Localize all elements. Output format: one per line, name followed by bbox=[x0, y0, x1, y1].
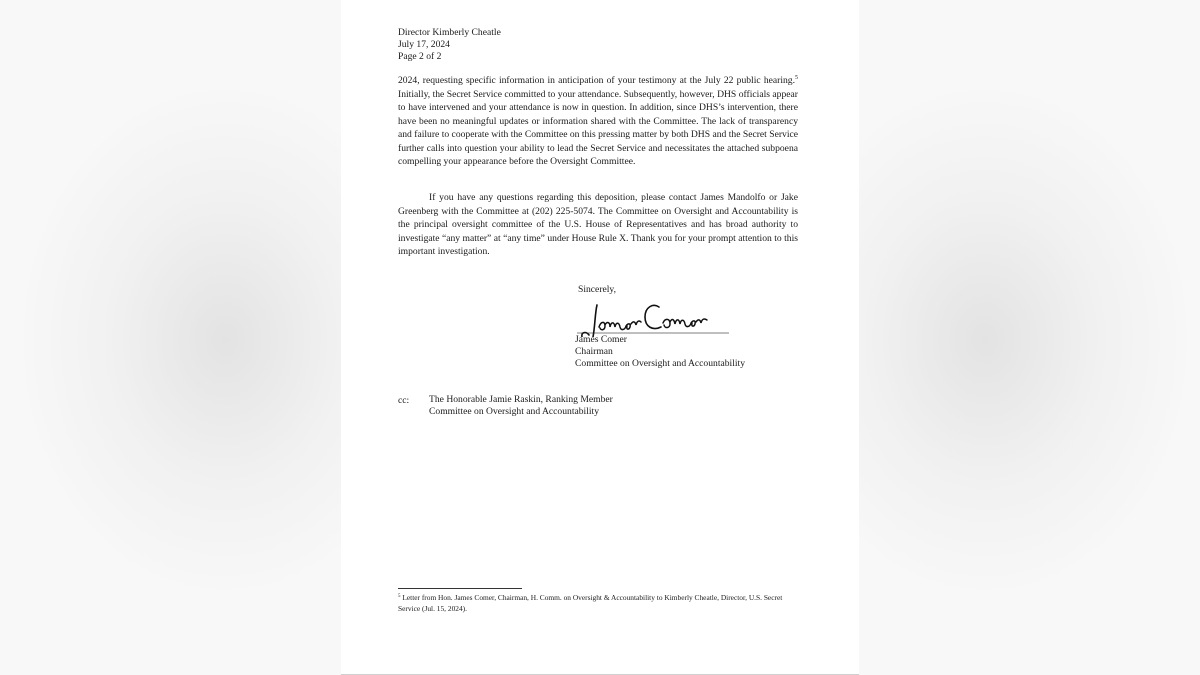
header-page-number: Page 2 of 2 bbox=[398, 51, 442, 63]
letter-page bbox=[341, 0, 859, 675]
signer-committee: Committee on Oversight and Accountability bbox=[575, 358, 745, 370]
footnote-number: 5 bbox=[398, 594, 401, 599]
cc-recipient-committee: Committee on Oversight and Accountability bbox=[429, 405, 599, 417]
cc-recipient-name: The Honorable Jamie Raskin, Ranking Member bbox=[429, 394, 613, 405]
footnote-text: Letter from Hon. James Comer, Chairman, H. Comm. on Oversight & Accountability to Kimberly Cheatle, Director, U.S. Secret Service (Jul. 15, 2024). bbox=[398, 593, 783, 613]
body-paragraph-2: If you have any questions regarding this deposition, please contact James Mandolfo or Jake Greenberg with the Committee at (202) 225-5074. The Committee on Oversight and Accountability is the principal oversight committee of the U.S. House of Representatives and has broad authority to investigate “any matter” at “any time” under House Rule X. Thank you for your prompt attention to this important investigation. bbox=[398, 192, 798, 257]
paragraph-1-rest: Initially, the Secret Service committed to your attendance. Subsequently, however, DHS officials appear to have intervened and your attendance is now in question. In addition, since DHS’s intervention, there have been no meaningful updates or information shared with the Committee. The lack of transparency and failure to cooperate with the Committee on this pressing matter by both DHS and the Secret Service further calls into question your ability to lead the Secret Service and necessitates the attached subpoena compelling your appearance before the Oversight Committee. bbox=[398, 88, 798, 167]
footnote-reference: 5 bbox=[795, 75, 798, 81]
header-date: July 17, 2024 bbox=[398, 39, 450, 51]
header-recipient: Director Kimberly Cheatle bbox=[398, 27, 501, 38]
cc-label: cc: bbox=[398, 395, 410, 406]
signer-name: James Comer bbox=[575, 334, 627, 345]
footnote bbox=[398, 593, 798, 614]
body-paragraph-1 bbox=[398, 74, 798, 169]
cc-recipients bbox=[429, 394, 613, 417]
closing-salutation: Sincerely, bbox=[578, 284, 617, 295]
signer-block bbox=[575, 334, 745, 371]
handwritten-signature bbox=[573, 297, 733, 337]
paragraph-1-start: 2024, requesting specific information in anticipation of your testimony at the July 22 public hearing. bbox=[398, 75, 795, 86]
signer-title: Chairman bbox=[575, 346, 613, 358]
footnote-divider bbox=[398, 588, 522, 589]
letter-header bbox=[398, 27, 501, 64]
